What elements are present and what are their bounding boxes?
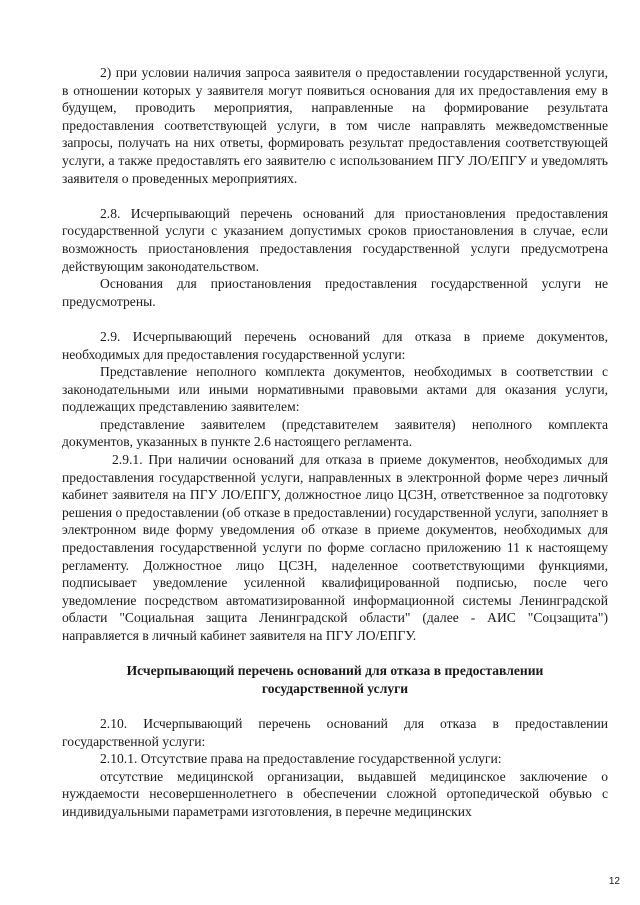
page-body bbox=[62, 64, 608, 821]
paragraph-no-medical-org: отсутствие медицинской организации, выдавшей медицинское заключение о нуждаемости несовершеннолетнего в обеспечении сложной ортопедической обувью с индивидуальными параметрами изготовления, в перечне медицинских bbox=[62, 768, 608, 819]
paragraph-2-10-1: 2.10.1. Отсутствие права на предоставление государственной услуги: bbox=[100, 751, 502, 767]
page-number: 12 bbox=[608, 876, 620, 887]
section-heading-line1: Исчерпывающий перечень оснований для отказа в предоставлении bbox=[126, 663, 544, 679]
paragraph-2-9: 2.9. Исчерпывающий перечень оснований для отказа в приеме документов, необходимых для предоставления государственной услуги: bbox=[62, 328, 608, 362]
paragraph-no-suspension: Основания для приостановления предоставления государственной услуги не предусмотрены. bbox=[62, 276, 608, 309]
paragraph-incomplete-set: Представление неполного комплекта документов, необходимых в соответствии с законодательными или иными нормативными правовыми актами для оказания услуги, подлежащих представлению заявителем: bbox=[62, 364, 608, 415]
paragraph-2-8: 2.8. Исчерпывающий перечень оснований для приостановления предоставления государственной услуги с указанием допустимых сроков приостановления в случае, если возможность приостановления предоставления государственной услуги предусмотрена действующим законодательством. bbox=[62, 205, 608, 274]
spacer bbox=[62, 310, 608, 328]
paragraph-applicant-submission: представление заявителем (представителем заявителя) неполного комплекта документов, указанных в пункте 2.6 настоящего регламента. bbox=[62, 416, 608, 450]
section-heading bbox=[62, 662, 608, 697]
paragraph-item-2: 2) при условии наличия запроса заявителя о предоставлении государственной услуги, в отношении которых у заявителя могут появиться основания для их предоставления ему в будущем, проводить мероприятия, направленные на формирование результата предоставления соответствующей услуги, в том числе направлять межведомственные запросы, получать на них ответы, формировать результат предоставления соответствующей услуги, а также предоставлять его заявителю с использованием ПГУ ЛО/ЕПГУ и уведомлять заявителя о проведенных мероприятиях. bbox=[62, 65, 608, 186]
paragraph-2-9-1: 2.9.1. При наличии оснований для отказа в приеме документов, необходимых для предоставления государственной услуги, направленных в электронной форме через личный кабинет заявителя на ПГУ ЛО/ЕПГУ, должностное лицо ЦСЗН, ответственное за подготовку решения о предоставлении (об отказе в предоставлении) государственной услуги, заполняет в электронном виде форму уведомления об отказе в приеме документов, необходимых для предоставления государственной услуги по форме согласно приложению 11 к настоящему регламенту. Должностное лицо ЦСЗН, наделенное соответствующими функциями, подписывает уведомление усиленной квалифицированной подписью, после чего уведомление посредством автоматизированной информационной системы Ленинградской области "Социальная защита Ленинградской области" (далее - АИС "Соцзащита") направляется в личный кабинет заявителя на ПГУ ЛО/ЕПГУ. bbox=[62, 452, 608, 643]
spacer bbox=[62, 697, 608, 715]
spacer bbox=[62, 187, 608, 205]
section-heading-line2: государственной услуги bbox=[261, 680, 409, 696]
spacer bbox=[62, 645, 608, 663]
paragraph-2-10: 2.10. Исчерпывающий перечень оснований для отказа в предоставлении государственной услуги: bbox=[62, 715, 608, 749]
